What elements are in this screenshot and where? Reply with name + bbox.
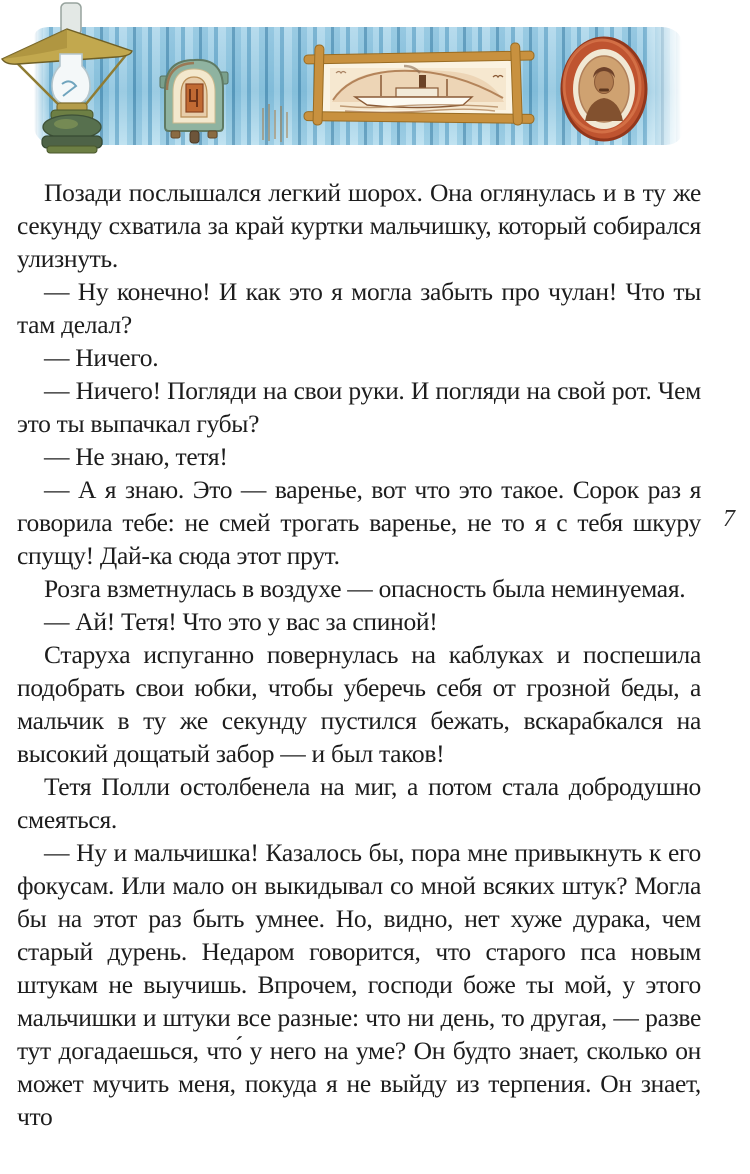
paragraph: Розга взметнулась в воздухе — опасность была неминуемая. [44,574,686,603]
oval-portrait-icon [562,38,646,140]
paragraph: Позади послышался легкий шорох. Она оглянулась и в ту же секунду схватила за край куртки мальчишку, который собирался улизнуть. [17,178,701,273]
boat-hull [355,97,472,108]
wood-grain-strokes [263,104,287,142]
page-number: 7 [723,506,735,532]
kerosene-lamp-icon [2,3,132,153]
header-illustration [0,0,750,162]
clock-dial-panel [186,84,203,112]
paragraph-dialogue: — Ну конечно! И как это я могла забыть про чулан! Что ты там делал? [17,277,701,339]
paragraph-dialogue: — Ну и мальчишка! Казалось бы, пора мне привыкнуть к его фокусам. Или мало он выкидывал со мной всяких штук? Могла бы на этот раз быть умнее. Но, видно, нет хуже дурака, чем старый дурень. Недаром говорится, что старого пса новым штукам не выучишь. Впрочем, господи боже ты мой, у этого мальчишки и штуки все разные: что ни день, то другая, — разве тут догадаешься, что́ у него на уме? Он будто знает, сколько он может мучить меня, покуда я не выйду из терпения. Он знает, что [17,838,701,1131]
header-illustration-svg [0,0,750,162]
wall-clock-icon [160,60,228,143]
portrait-mustache [599,89,609,92]
paragraph-dialogue: — А я знаю. Это — варенье, вот что это такое. Сорок раз я говорила тебе: не смей трогать варенье, не то я с тебя шкуру спущу! Дай-ка сюда этот прут. [17,475,701,570]
paragraph-dialogue: — Ничего! Погляди на свои руки. И погляди на свой рот. Чем это ты выпачкал губы? [17,376,701,438]
page-text [17,176,701,1133]
paragraph: Тетя Полли остолбенела на миг, а потом стала добродушно смеяться. [17,772,701,834]
paragraph-dialogue: — Не знаю, тетя! [44,442,228,471]
paragraph-dialogue: — Ай! Тетя! Что это у вас за спиной! [44,607,438,636]
steamboat-picture-icon [304,43,534,125]
paragraph-dialogue: — Ничего. [44,343,159,372]
paragraph: Старуха испуганно повернулась на каблуках и поспешила подобрать свои юбки, чтобы уберечь себя от грозной беды, а мальчик в ту же секунду пустился бежать, вскарабкался на высокий дощатый забор — и был таков! [17,640,701,768]
